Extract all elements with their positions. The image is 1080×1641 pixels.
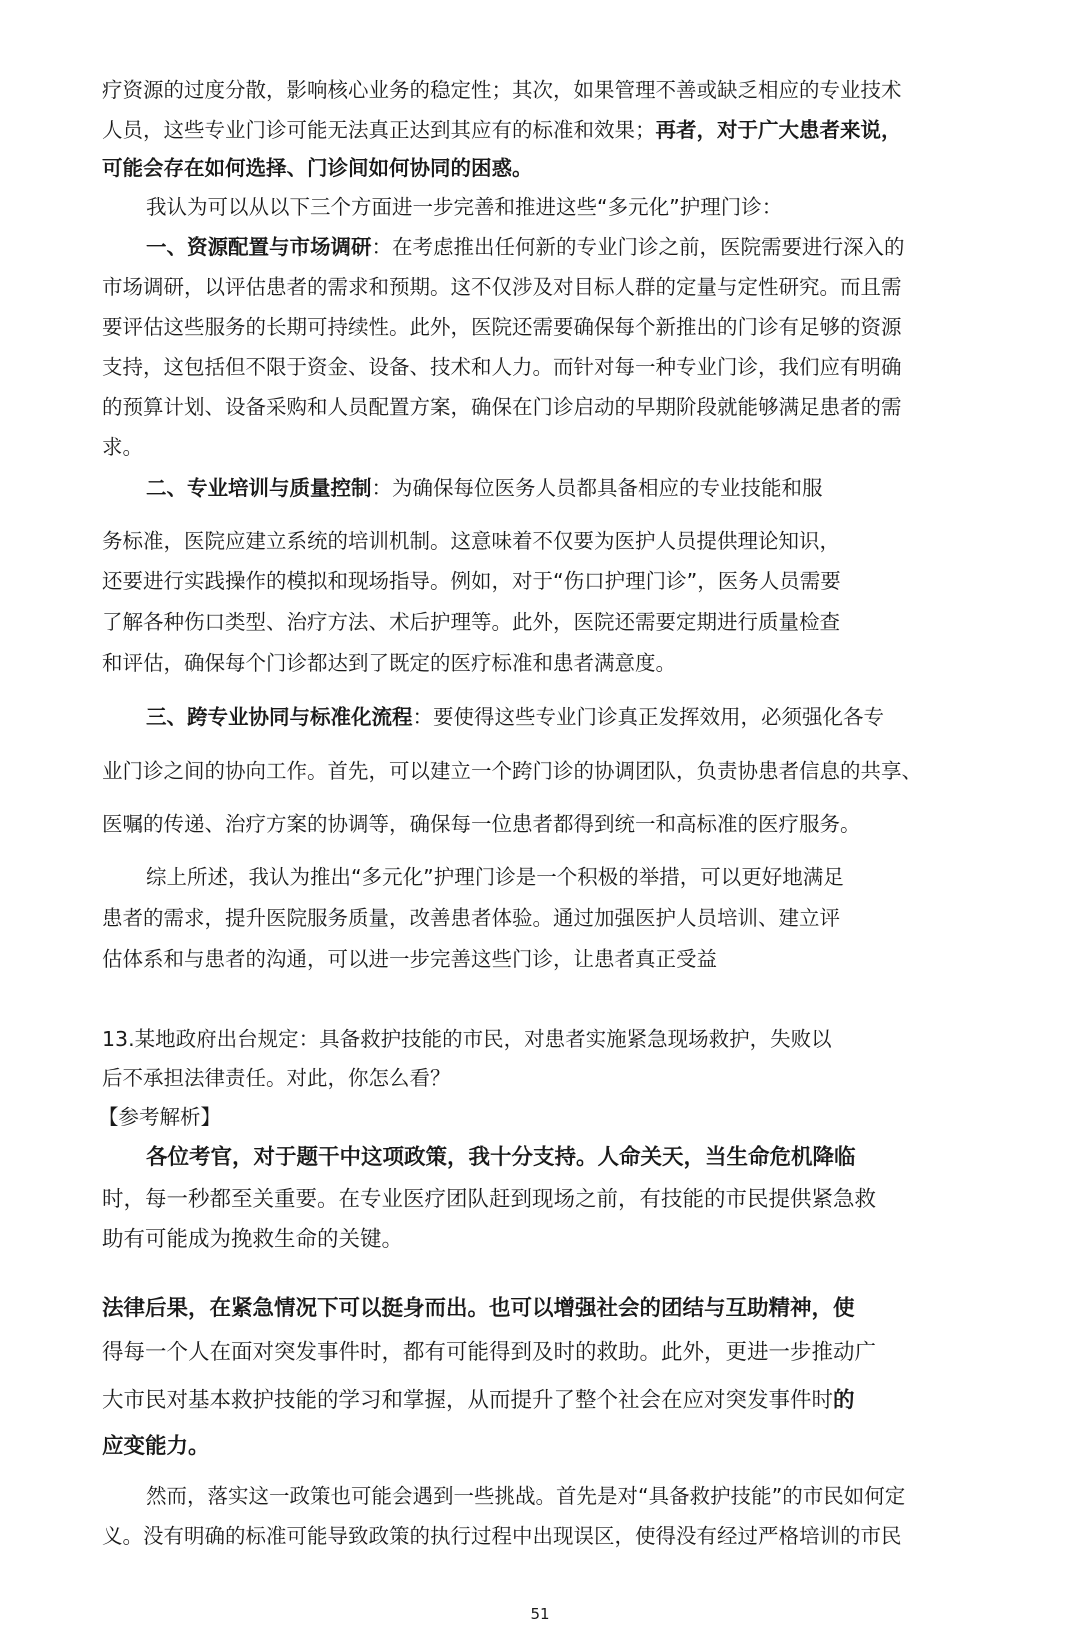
text-line: 和评估，确保每个门诊都达到了既定的医疗标准和患者满意度。 — [102, 651, 676, 675]
text-line: 要评估这些服务的长期可持续性。此外，医院还需要确保每个新推出的门诊有足够的资源 — [102, 315, 902, 339]
text-line: 业门诊之间的协向工作。首先，可以建立一个跨门诊的协调团队，负责协患者信息的共享、 — [102, 759, 922, 783]
text-line: 医嘱的传递、治疗方案的协调等，确保每一位患者都得到统一和高标准的医疗服务。 — [102, 812, 861, 836]
text-line: 了解各种伤口类型、治疗方法、术后护理等。此外，医院还需要定期进行质量检查 — [102, 610, 840, 634]
text-line: 综上所述，我认为推出“多元化”护理门诊是一个积极的举措，可以更好地满足 — [146, 865, 844, 889]
text-line: 市场调研，以评估患者的需求和预期。这不仅涉及对目标人群的定量与定性研究。而且需 — [102, 275, 902, 299]
text-line: 可能会存在如何选择、门诊间如何协同的困惑。 — [102, 156, 533, 180]
text-line: 应变能力。 — [102, 1434, 210, 1459]
question-line: 后不承担法律责任。对此，你怎么看？ — [102, 1066, 451, 1090]
text-line: 各位考官，对于题干中这项政策，我十分支持。人命关天，当生命危机降临 — [146, 1145, 856, 1170]
text-line: 患者的需求，提升医院服务质量，改善患者体验。通过加强医护人员培训、建立评 — [102, 906, 840, 930]
question-line: 13.某地政府出台规定：具备救护技能的市民，对患者实施紧急现场救护，失败以 — [102, 1027, 832, 1051]
text-line: 的预算计划、设备采购和人员配置方案，确保在门诊启动的早期阶段就能够满足患者的需 — [102, 395, 902, 419]
section-heading-line: 三、跨专业协同与标准化流程：要使得这些专业门诊真正发挥效用，必须强化各专 — [146, 705, 884, 729]
text-line: 疗资源的过度分散，影响核心业务的稳定性；其次，如果管理不善或缺乏相应的专业技术 — [102, 78, 902, 102]
text-line: 大市民对基本救护技能的学习和掌握，从而提升了整个社会在应对突发事件时的 — [102, 1388, 855, 1413]
text-line: 求。 — [102, 435, 143, 459]
section-heading-line: 二、专业培训与质量控制：为确保每位医务人员都具备相应的专业技能和服 — [146, 476, 823, 500]
text-line: 还要进行实践操作的模拟和现场指导。例如，对于“伤口护理门诊”，医务人员需要 — [102, 569, 841, 593]
text-line: 义。没有明确的标准可能导致政策的执行过程中出现误区，使得没有经过严格培训的市民 — [102, 1524, 902, 1548]
text-line: 我认为可以从以下三个方面进一步完善和推进这些“多元化”护理门诊： — [146, 195, 783, 219]
text-line: 支持，这包括但不限于资金、设备、技术和人力。而针对每一种专业门诊，我们应有明确 — [102, 355, 902, 379]
section-heading-line: 一、资源配置与市场调研：在考虑推出任何新的专业门诊之前，医院需要进行深入的 — [146, 235, 905, 259]
text-line: 人员，这些专业门诊可能无法真正达到其应有的标准和效果；再者，对于广大患者来说， — [102, 118, 902, 142]
text-line: 时，每一秒都至关重要。在专业医疗团队赶到现场之前，有技能的市民提供紧急救 — [102, 1187, 877, 1212]
page-number: 51 — [530, 1605, 550, 1623]
text-line: 估体系和与患者的沟通，可以进一步完善这些门诊，让患者真正受益 — [102, 947, 717, 971]
text-line: 法律后果，在紧急情况下可以挺身而出。也可以增强社会的团结与互助精神，使 — [102, 1296, 855, 1321]
answer-label: 【参考解析】 — [98, 1105, 221, 1129]
text-line: 然而，落实这一政策也可能会遇到一些挑战。首先是对“具备救护技能”的市民如何定 — [146, 1484, 906, 1508]
text-line: 务标准，医院应建立系统的培训机制。这意味着不仅要为医护人员提供理论知识， — [102, 529, 840, 553]
text-line: 助有可能成为挽救生命的关键。 — [102, 1227, 404, 1252]
text-line: 得每一个人在面对突发事件时，都有可能得到及时的救助。此外，更进一步推动广 — [102, 1340, 877, 1365]
